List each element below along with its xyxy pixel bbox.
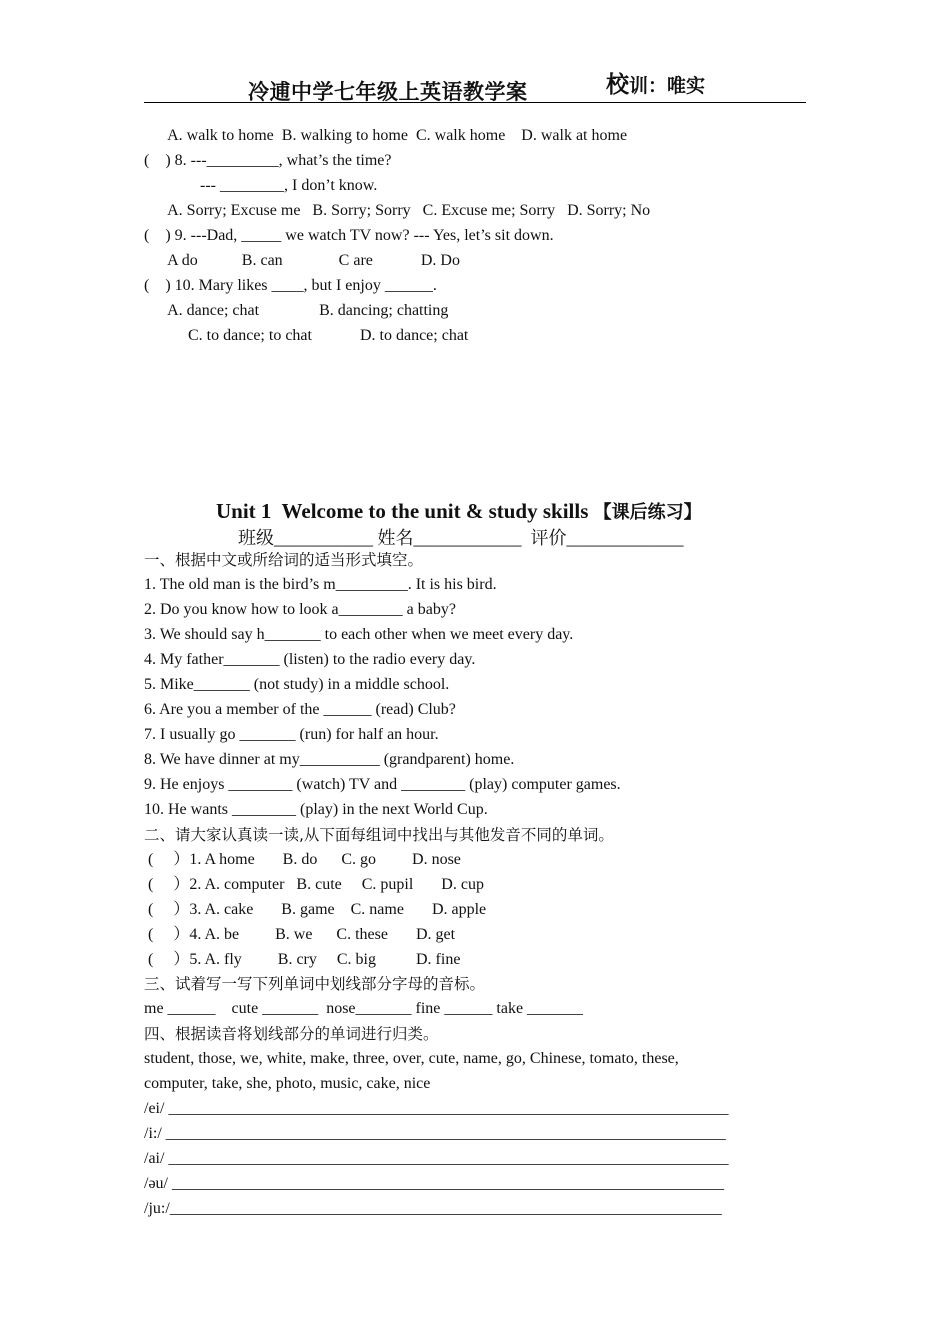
- exercise-line: 9. He enjoys ________ (watch) TV and ________ (play) computer games.: [144, 776, 621, 793]
- phonetic-answer-line: /ju:/_____________________________________________________________________: [144, 1200, 722, 1217]
- student-info-line: 班级___________ 姓名____________ 评价_____________: [238, 528, 684, 548]
- exercise-line: 5. Mike_______ (not study) in a middle school.: [144, 676, 450, 693]
- section-heading: 一、根据中文或所给词的适当形式填空。: [144, 551, 424, 569]
- exercise-line: ( ）3. A. cake B. game C. name D. apple: [144, 901, 487, 918]
- question-option-line: A. Sorry; Excuse me B. Sorry; Sorry C. Excuse me; Sorry D. Sorry; No: [144, 202, 651, 219]
- exercise-line: 3. We should say h_______ to each other when we meet every day.: [144, 626, 574, 643]
- motto-prefix: 校: [606, 72, 629, 98]
- phonetic-answer-line: /əu/ _____________________________________________________________________: [144, 1175, 724, 1192]
- phonetic-answer-line: /i:/ ______________________________________________________________________: [144, 1125, 726, 1142]
- question-line: --- ________, I don’t know.: [144, 177, 378, 194]
- exercise-line: 7. I usually go _______ (run) for half an hour.: [144, 726, 439, 743]
- exercise-line: ( ）1. A home B. do C. go D. nose: [144, 851, 461, 868]
- exercise-line: 10. He wants ________ (play) in the next World Cup.: [144, 801, 488, 818]
- exercise-line: 2. Do you know how to look a________ a baby?: [144, 601, 456, 618]
- phonetic-answer-line: /ei/ ______________________________________________________________________: [144, 1100, 729, 1117]
- exercise-line: me ______ cute _______ nose_______ fine ______ take _______: [144, 1000, 584, 1017]
- page-header: [144, 64, 806, 103]
- question-line: ( ) 9. ---Dad, _____ we watch TV now? --- Yes, let’s sit down.: [144, 227, 554, 244]
- word-list-line: computer, take, she, photo, music, cake, nice: [144, 1075, 431, 1092]
- exercise-title-tag: 【课后练习】: [593, 502, 702, 523]
- exercise-title-text: Unit 1 Welcome to the unit & study skills: [216, 499, 594, 523]
- phonetic-answer-line: /ai/ ______________________________________________________________________: [144, 1150, 729, 1167]
- exercise-title: [216, 498, 702, 524]
- exercise-line: 8. We have dinner at my__________ (grandparent) home.: [144, 751, 515, 768]
- question-option-line: A do B. can C are D. Do: [144, 252, 460, 269]
- section-heading: 二、请大家认真读一读,从下面每组词中找出与其他发音不同的单词。: [144, 826, 614, 844]
- exercise-line: ( ）5. A. fly B. cry C. big D. fine: [144, 951, 461, 968]
- exercise-line: 1. The old man is the bird’s m_________. It is his bird.: [144, 576, 497, 593]
- question-option-line: A. dance; chat B. dancing; chatting: [144, 302, 449, 319]
- exercise-line: ( ）4. A. be B. we C. these D. get: [144, 926, 456, 943]
- section-heading: 四、根据读音将划线部分的单词进行归类。: [144, 1025, 439, 1043]
- question-line: ( ) 8. ---_________, what’s the time?: [144, 152, 392, 169]
- question-option-line: C. to dance; to chat D. to dance; chat: [144, 327, 469, 344]
- exercise-line: ( ）2. A. computer B. cute C. pupil D. cup: [144, 876, 484, 893]
- word-list-line: student, those, we, white, make, three, over, cute, name, go, Chinese, tomato, these,: [144, 1050, 679, 1067]
- section-heading: 三、试着写一写下列单词中划线部分字母的音标。: [144, 975, 486, 993]
- motto-rest: 训：唯实: [629, 75, 706, 97]
- header-title: 冷逋中学七年级上英语教学案: [248, 80, 528, 104]
- exercise-line: 6. Are you a member of the ______ (read) Club?: [144, 701, 456, 718]
- header-motto: [606, 66, 705, 99]
- exercise-line: 4. My father_______ (listen) to the radio every day.: [144, 651, 476, 668]
- question-option-line: A. walk to home B. walking to home C. walk home D. walk at home: [144, 127, 628, 144]
- question-line: ( ) 10. Mary likes ____, but I enjoy ______.: [144, 277, 437, 294]
